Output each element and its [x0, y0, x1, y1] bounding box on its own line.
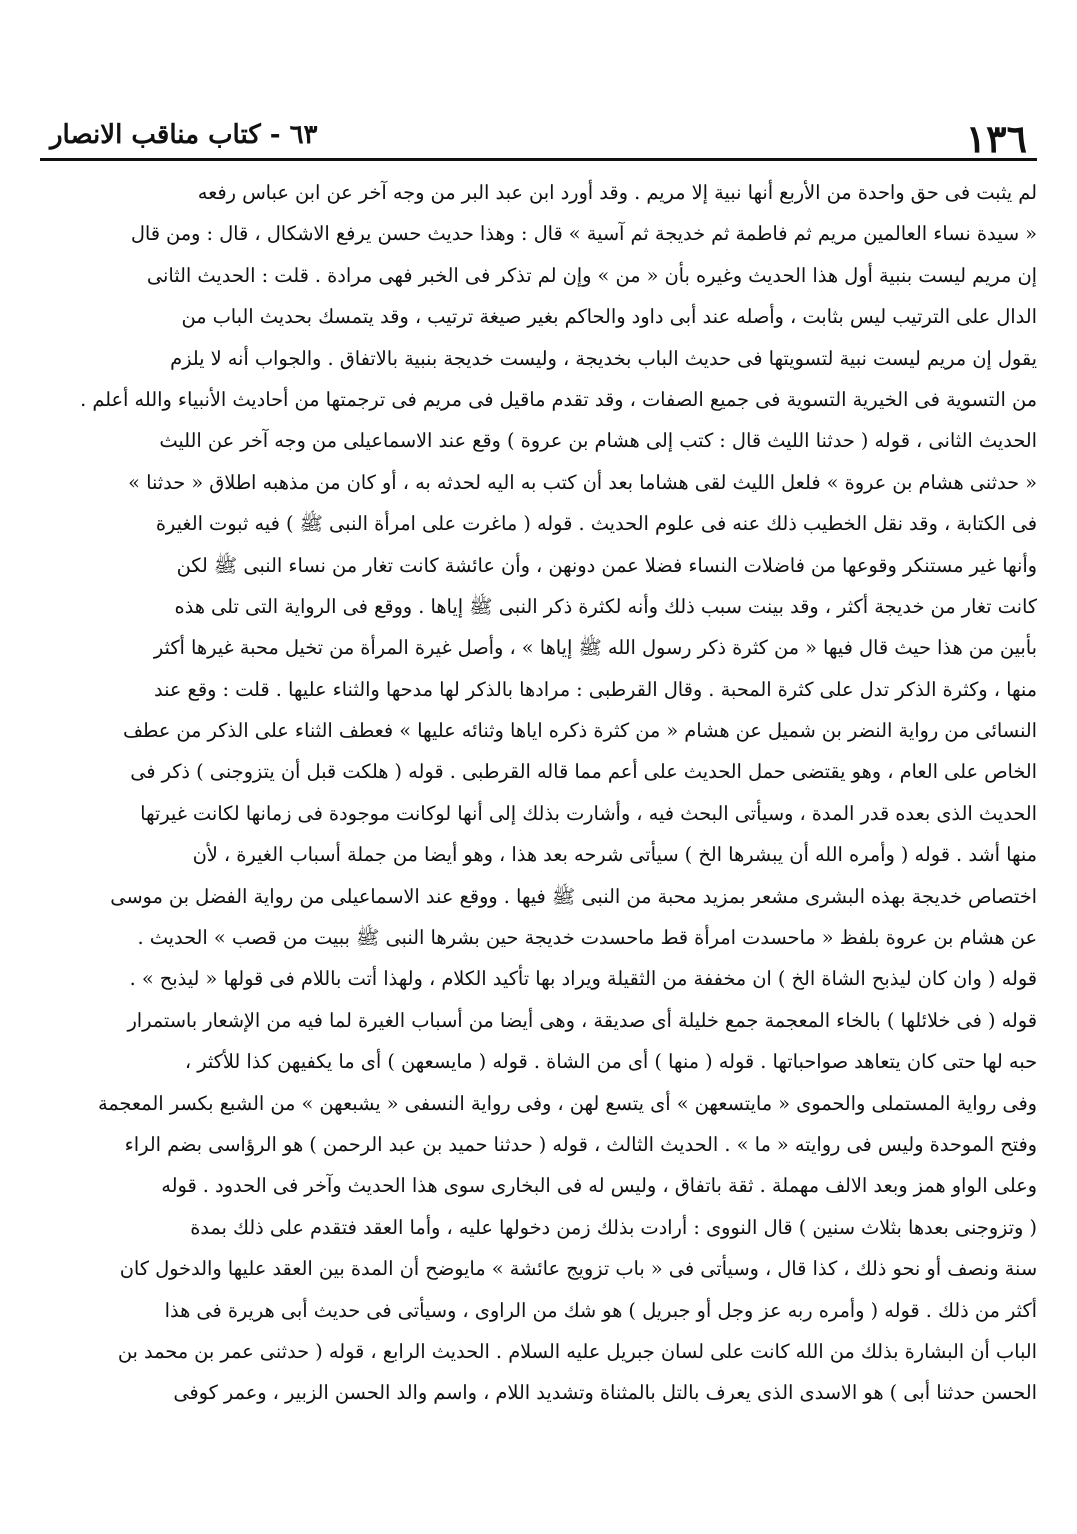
text-line: الدال على الترتيب ليس بثابت ، وأصله عند أبى داود والحاكم بغير صيغة ترتيب ، وقد يتمسك بحديث الباب من	[181, 305, 1037, 329]
text-line: سنة ونصف أو نحو ذلك ، كذا قال ، وسيأتى فى « باب تزويج عائشة » مايوضح أن المدة بين العقد عليها والدخول كان	[119, 1257, 1037, 1281]
text-line: منها ، وكثرة الذكر تدل على كثرة المحبة . وقال القرطبى : مرادها بالذكر لها مدحها والثناء عليها . قلت : وقع عند	[153, 677, 1037, 701]
text-line: وعلى الواو همز وبعد الالف مهملة . ثقة باتفاق ، وليس له فى البخارى سوى هذا الحديث وآخر فى الحدود . قوله	[161, 1174, 1037, 1198]
text-line: وفى رواية المستملى والحموى « مايتسعهن » أى يتسع لهن ، وفى رواية النسفى « يشبعهن » من الشبع بكسر المعجمة	[97, 1091, 1037, 1115]
text-line: قوله ( وان كان ليذبح الشاة الخ ) ان مخففة من الثقيلة ويراد بها تأكيد الكلام ، ولهذا أتت باللام فى قولها « ليذبح » .	[129, 967, 1037, 991]
text-line: « حدثنى هشام بن عروة » فلعل الليث لقى هشاما بعد أن كتب به اليه لحدثه به ، أو كان من مذهبه اطلاق « حدثنا »	[128, 470, 1037, 494]
text-line: الحديث الذى بعده قدر المدة ، وسيأتى البحث فيه ، وأشارت بذلك إلى أنها لوكانت موجودة فى زمانها لكانت غيرتها	[140, 801, 1037, 825]
text-line: لم يثبت فى حق واحدة من الأربع أنها نبية إلا مريم . وقد أورد ابن عبد البر من وجه آخر عن ابن عباس رفعه	[197, 181, 1037, 204]
text-line: فى الكتابة ، وقد نقل الخطيب ذلك عنه فى علوم الحديث . قوله ( ماغرت على امرأة النبى ﷺ ) فيه ثبوت الغيرة	[155, 512, 1037, 536]
text-line: بأبين من هذا حيث قال فيها « من كثرة ذكر رسول الله ﷺ إياها » ، وأصل غيرة المرأة من تخيل محبة غيرها أكثر	[153, 636, 1037, 660]
text-line: منها أشد . قوله ( وأمره الله أن يبشرها الخ ) سيأتى شرحه بعد هذا ، وهو أيضا من جملة أسباب الغيرة ، لأن	[192, 843, 1037, 867]
text-line: أكثر من ذلك . قوله ( وأمره ربه عز وجل أو جبريل ) هو شك من الراوى ، وسيأتى فى حديث أبى هريرة فى هذا	[164, 1298, 1037, 1322]
text-line: عن هشام بن عروة بلفظ « ماحسدت امرأة قط ماحسدت خديجة حين بشرها النبى ﷺ ببيت من قصب » الحديث .	[137, 926, 1037, 950]
text-line: الحديث الثانى ، قوله ( حدثنا الليث قال : كتب إلى هشام بن عروة ) وقع عند الاسماعيلى من وجه آخر عن الليث	[159, 429, 1037, 453]
header-rule	[40, 158, 1037, 161]
text-line: إن مريم ليست بنبية أول هذا الحديث وغيره بأن « من » وإن لم تذكر فى الخبر فهى مرادة . قلت : الحديث الثانى	[146, 263, 1037, 287]
text-line: الخاص على العام ، وهو يقتضى حمل الحديث على أعم مما قاله القرطبى . قوله ( هلكت قبل أن يتزوجنى ) ذكر فى	[130, 760, 1037, 784]
page-header	[40, 108, 1037, 161]
text-line: من التسوية فى الخيرية التسوية فى جميع الصفات ، وقد تقدم ماقيل فى مريم فى ترجمتها من أحاديث الأنبياء والله أعلم .	[80, 387, 1037, 411]
text-line: « سيدة نساء العالمين مريم ثم فاطمة ثم خديجة ثم آسية » قال : وهذا حديث حسن يرفع الاشكال ، قال : ومن قال	[130, 222, 1037, 246]
text-line: وأنها غير مستنكر وقوعها من فاضلات النساء فضلا عمن دونهن ، وأن عائشة كانت تغار من نساء النبى ﷺ لكن	[176, 553, 1037, 577]
body-text	[38, 172, 1037, 1414]
text-line: ( وتزوجنى بعدها بثلاث سنين ) قال النووى : أرادت بذلك زمن دخولها عليه ، وأما العقد فتقدم على ذلك بمدة	[190, 1215, 1037, 1239]
running-title: ٦٣ - كتاب مناقب الانصار	[50, 120, 318, 150]
page-number: ١٣٦	[965, 116, 1027, 161]
text-line: النسائى من رواية النضر بن شميل عن هشام « من كثرة ذكره اياها وثنائه عليها » فعطف الثناء على الذكر من عطف	[122, 719, 1037, 743]
text-line: حبه لها حتى كان يتعاهد صواحباتها . قوله ( منها ) أى من الشاة . قوله ( مايسعهن ) أى ما يكفيهن كذا للأكثر ،	[184, 1050, 1037, 1074]
text-line: وفتح الموحدة وليس فى روايته « ما » . الحديث الثالث ، قوله ( حدثنا حميد بن عبد الرحمن ) هو الرؤاسى بضم الراء	[124, 1132, 1037, 1156]
text-line: يقول إن مريم ليست نبية لتسويتها فى حديث الباب بخديجة ، وليست خديجة بنبية بالاتفاق . والجواب أنه لا يلزم	[170, 346, 1037, 370]
text-line: الباب أن البشارة بذلك من الله كانت على لسان جبريل عليه السلام . الحديث الرابع ، قوله ( حدثنى عمر بن محمد بن	[117, 1339, 1037, 1363]
text-line: قوله ( فى خلائلها ) بالخاء المعجمة جمع خليلة أى صديقة ، وهى أيضا من أسباب الغيرة لما فيه من الإشعار باستمرار	[127, 1008, 1037, 1032]
text-line: اختصاص خديجة بهذه البشرى مشعر بمزيد محبة من النبى ﷺ فيها . ووقع عند الاسماعيلى من رواية الفضل بن موسى	[110, 884, 1037, 908]
text-line: الحسن حدثنا أبى ) هو الاسدى الذى يعرف بالتل بالمثناة وتشديد اللام ، واسم والد الحسن الزبير ، وعمر كوفى	[173, 1381, 1037, 1405]
text-line: كانت تغار من خديجة أكثر ، وقد بينت سبب ذلك وأنه لكثرة ذكر النبى ﷺ إياها . ووقع فى الرواية التى تلى هذه	[174, 594, 1037, 618]
